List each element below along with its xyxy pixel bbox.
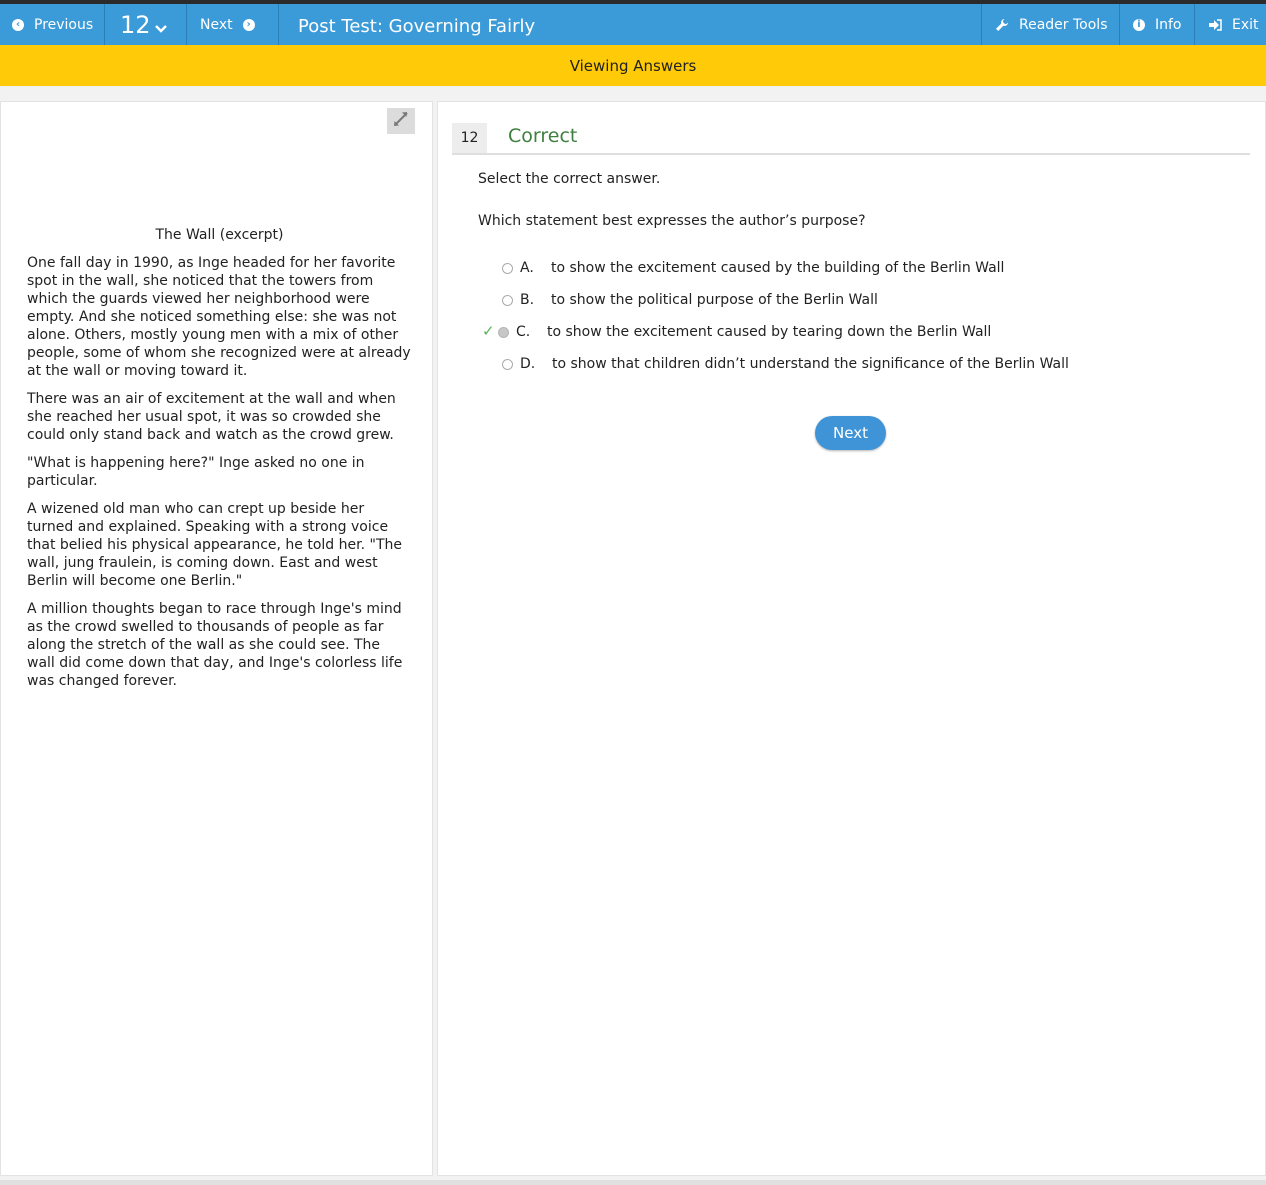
info-label: Info (1155, 16, 1182, 33)
toolbar-divider (186, 4, 187, 45)
arrow-left-circle-icon: ‹ (12, 19, 24, 31)
choice-letter: A. (520, 260, 534, 276)
next-button[interactable]: Next (815, 416, 886, 450)
reader-tools-label: Reader Tools (1019, 16, 1108, 33)
passage-paragraph: A wizened old man who can crept up beside her turned and explained. Speaking with a strong voice that belied his physical appearance, he told her. "The wall, jung fraulein, is coming down. East and west Berlin will become one Berlin." (27, 501, 402, 589)
answer-choice-c[interactable] (438, 323, 1238, 343)
exit-label: Exit (1232, 16, 1259, 33)
question-number-label: 12 (120, 10, 151, 39)
expand-icon (391, 110, 411, 132)
question-number-dropdown[interactable] (120, 4, 167, 45)
answer-choice-d[interactable] (438, 355, 1238, 375)
reader-tools-button[interactable] (995, 4, 1107, 45)
answer-choice-b[interactable] (438, 291, 1238, 311)
checkmark-icon: ✓ (482, 322, 495, 340)
choice-text: to show the political purpose of the Berlin Wall (551, 292, 878, 308)
choice-letter: C. (516, 324, 531, 340)
test-title: Post Test: Governing Fairly (298, 16, 536, 37)
choice-text: to show the excitement caused by the building of the Berlin Wall (551, 260, 1005, 276)
toolbar-divider (278, 4, 279, 45)
question-prompt: Which statement best expresses the author’s purpose? (478, 213, 866, 229)
toolbar-divider (104, 4, 105, 45)
wrench-icon (995, 18, 1009, 32)
radio-button[interactable] (502, 359, 513, 370)
info-button[interactable] (1133, 4, 1182, 45)
exit-button[interactable] (1208, 4, 1259, 45)
bottom-edge (0, 1180, 1266, 1185)
passage-paragraph: One fall day in 1990, as Inge headed for her favorite spot in the wall, she noticed that the towers from which the guards viewed her neighborhood were empty. And she noticed something else: she was not alone. Others, mostly young men with a mix of other people, some of whom she recognized were at already at the wall or moving toward it. (27, 255, 411, 379)
expand-passage-button[interactable] (387, 108, 415, 134)
toolbar-divider (981, 4, 982, 45)
choice-letter: D. (520, 356, 536, 372)
previous-button[interactable] (12, 4, 93, 45)
answer-status: Correct (508, 125, 578, 147)
info-icon: i (1133, 19, 1145, 31)
viewing-answers-banner (0, 45, 1266, 86)
passage-panel (0, 101, 433, 1176)
previous-button-label: Previous (34, 16, 94, 33)
choice-letter: B. (520, 292, 535, 308)
question-panel (437, 101, 1266, 1176)
radio-button[interactable] (502, 263, 513, 274)
question-instruction: Select the correct answer. (478, 171, 661, 187)
passage-paragraph: There was an air of excitement at the wall and when she reached her usual spot, it was so crowded she could only stand back and watch as the crowd grew. (27, 391, 396, 443)
arrow-right-circle-icon: › (243, 19, 255, 31)
choice-text: to show that children didn’t understand the significance of the Berlin Wall (552, 356, 1069, 372)
passage-text (27, 226, 412, 700)
radio-button-selected[interactable] (498, 327, 509, 338)
chevron-down-icon (155, 25, 167, 33)
toolbar-divider (1119, 4, 1120, 45)
radio-button[interactable] (502, 295, 513, 306)
passage-paragraph: "What is happening here?" Inge asked no one in particular. (27, 455, 365, 489)
banner-text: Viewing Answers (569, 56, 697, 75)
top-toolbar (0, 4, 1266, 45)
choice-text: to show the excitement caused by tearing down the Berlin Wall (547, 324, 992, 340)
question-header (452, 123, 1250, 155)
passage-title: The Wall (excerpt) (155, 227, 284, 243)
toolbar-divider (1194, 4, 1195, 45)
sign-out-icon (1208, 19, 1222, 31)
answer-choice-a[interactable] (438, 259, 1238, 279)
next-button-label: Next (200, 16, 233, 33)
next-question-button[interactable] (200, 4, 255, 45)
passage-paragraph: A million thoughts began to race through Inge's mind as the crowd swelled to thousands of people as far along the stretch of the wall as she could see. The wall did come down that day, and Inge's colorless life was changed forever. (27, 601, 403, 689)
question-number-badge: 12 (452, 123, 487, 153)
